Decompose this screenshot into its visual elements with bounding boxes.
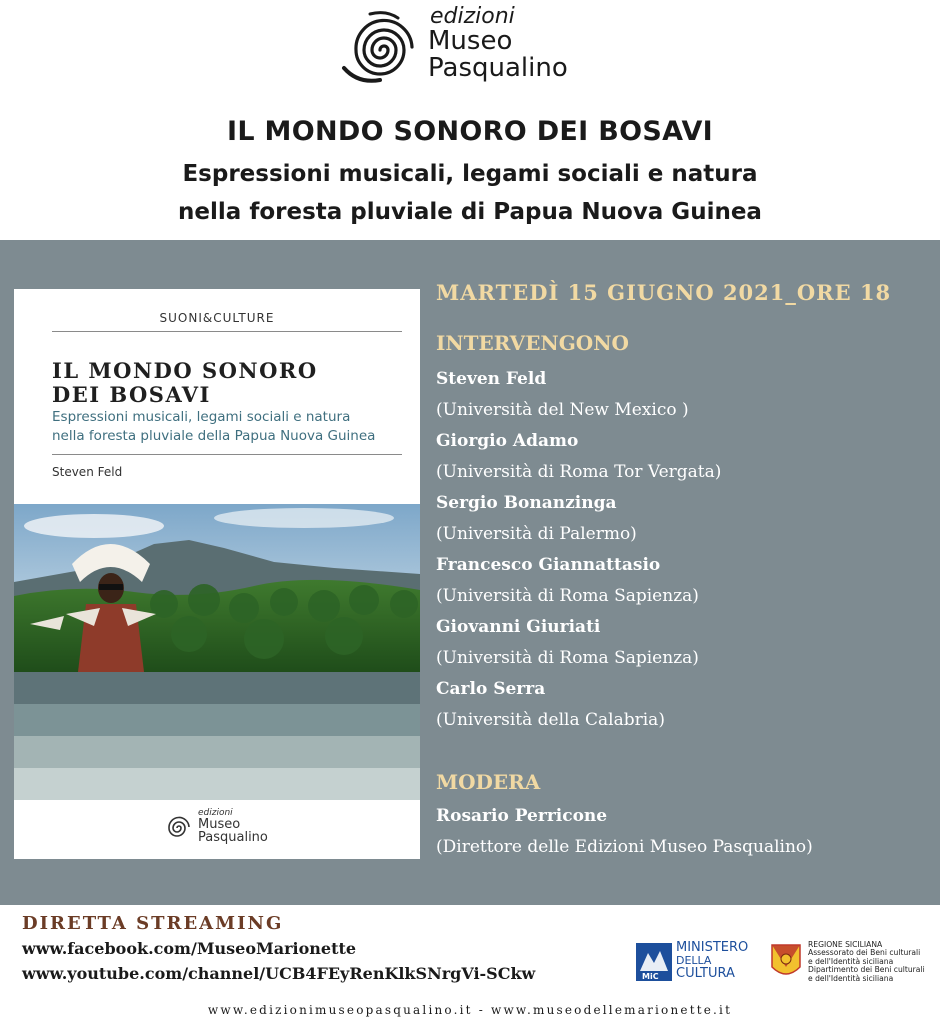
cover-divider xyxy=(52,331,402,332)
speaker-item xyxy=(436,555,721,617)
spiral-logo-icon xyxy=(164,813,194,843)
cover-author: Steven Feld xyxy=(52,465,123,479)
speaker-name: Francesco Giannattasio xyxy=(436,555,661,575)
event-date: MARTEDÌ 15 GIUGNO 2021_ORE 18 xyxy=(436,280,892,305)
speaker-name: Steven Feld xyxy=(436,369,547,389)
speaker-name: Giorgio Adamo xyxy=(436,431,579,451)
ministero-line3: CULTURA xyxy=(676,966,735,981)
mic-badge: MiC xyxy=(642,972,659,981)
speaker-item xyxy=(436,431,721,493)
event-info xyxy=(436,280,936,857)
ministero-line1: MINISTERO xyxy=(676,940,749,955)
moderator-name: Rosario Perricone xyxy=(436,806,608,826)
cover-stripe xyxy=(14,672,420,704)
event-title: IL MONDO SONORO DEI BOSAVI xyxy=(226,116,713,147)
moderator-label: MODERA xyxy=(436,770,541,794)
speaker-item xyxy=(436,493,721,555)
speaker-list xyxy=(436,369,721,741)
regione-line4: Dipartimento dei Beni culturali xyxy=(808,965,925,975)
cover-divider xyxy=(52,454,402,455)
publisher-logo xyxy=(340,6,602,90)
cover-logo-museo: Museo xyxy=(198,817,241,832)
regione-line3: e dell'Identità siciliana xyxy=(808,956,894,966)
cover-series: SUONI&CULTURE xyxy=(159,311,275,325)
cover-stripe xyxy=(14,736,420,768)
cover-subtitle-line1: Espressioni musicali, legami sociali e natura xyxy=(52,409,351,425)
cover-title-line1: IL MONDO SONORO xyxy=(52,358,318,383)
speaker-affiliation: (Università di Palermo) xyxy=(436,524,637,544)
regione-line5: e dell'Identità siciliana xyxy=(808,973,894,983)
logo-edizioni: edizioni xyxy=(430,4,515,29)
speaker-name: Sergio Bonanzinga xyxy=(436,493,617,513)
event-subtitle-line2: nella foresta pluviale di Papua Nuova Guinea xyxy=(178,199,762,225)
event-subtitle-line1: Espressioni musicali, legami sociali e natura xyxy=(182,161,758,187)
ministero-cultura-logo xyxy=(636,941,756,983)
cover-title xyxy=(52,359,318,407)
logo-museo: Museo xyxy=(428,26,513,56)
cover-logo-pasqualino: Pasqualino xyxy=(198,830,268,845)
speaker-affiliation: (Università della Calabria) xyxy=(436,710,665,730)
rainforest-photo xyxy=(14,504,420,672)
cover-publisher-logo xyxy=(164,809,284,849)
ministero-emblem-icon xyxy=(636,943,672,981)
streaming-label: DIRETTA STREAMING xyxy=(22,913,284,934)
speaker-affiliation: (Università di Roma Tor Vergata) xyxy=(436,462,722,482)
speaker-affiliation: (Università di Roma Sapienza) xyxy=(436,648,699,668)
cover-subtitle-line2: nella foresta pluviale della Papua Nuova Guinea xyxy=(52,428,376,444)
speaker-name: Giovanni Giuriati xyxy=(436,617,601,637)
speaker-name: Carlo Serra xyxy=(436,679,546,699)
cover-logo-edizioni: edizioni xyxy=(198,808,233,818)
logo-pasqualino: Pasqualino xyxy=(428,53,568,83)
cover-stripe xyxy=(14,704,420,736)
regione-line2: Assessorato dei Beni culturali xyxy=(808,948,921,958)
moderator-affiliation: (Direttore delle Edizioni Museo Pasqualino) xyxy=(436,837,813,857)
regione-line1: REGIONE SICILIANA xyxy=(808,940,883,949)
cover-title-line2: DEI BOSAVI xyxy=(52,382,211,407)
speakers-label: INTERVENGONO xyxy=(436,331,629,355)
speaker-affiliation: (Università di Roma Sapienza) xyxy=(436,586,699,606)
spiral-logo-icon xyxy=(340,10,422,88)
ministero-line2: DELLA xyxy=(676,954,712,967)
speaker-item xyxy=(436,679,721,741)
facebook-link[interactable]: www.facebook.com/MuseoMarionette xyxy=(22,939,357,958)
websites-line: www.edizionimuseopasqualino.it - www.museodellemarionette.it xyxy=(207,1003,733,1017)
speaker-item xyxy=(436,369,721,431)
speaker-item xyxy=(436,617,721,679)
moderator xyxy=(436,806,813,857)
regione-siciliana-logo xyxy=(770,941,930,985)
youtube-link[interactable]: www.youtube.com/channel/UCB4FEyRenKlkSNrgVi-SCkw xyxy=(22,964,536,983)
cover-stripe xyxy=(14,768,420,800)
trinacria-emblem-icon xyxy=(770,943,802,981)
book-cover xyxy=(14,289,420,859)
speaker-affiliation: (Università del New Mexico ) xyxy=(436,400,689,420)
cover-subtitle xyxy=(52,408,375,446)
